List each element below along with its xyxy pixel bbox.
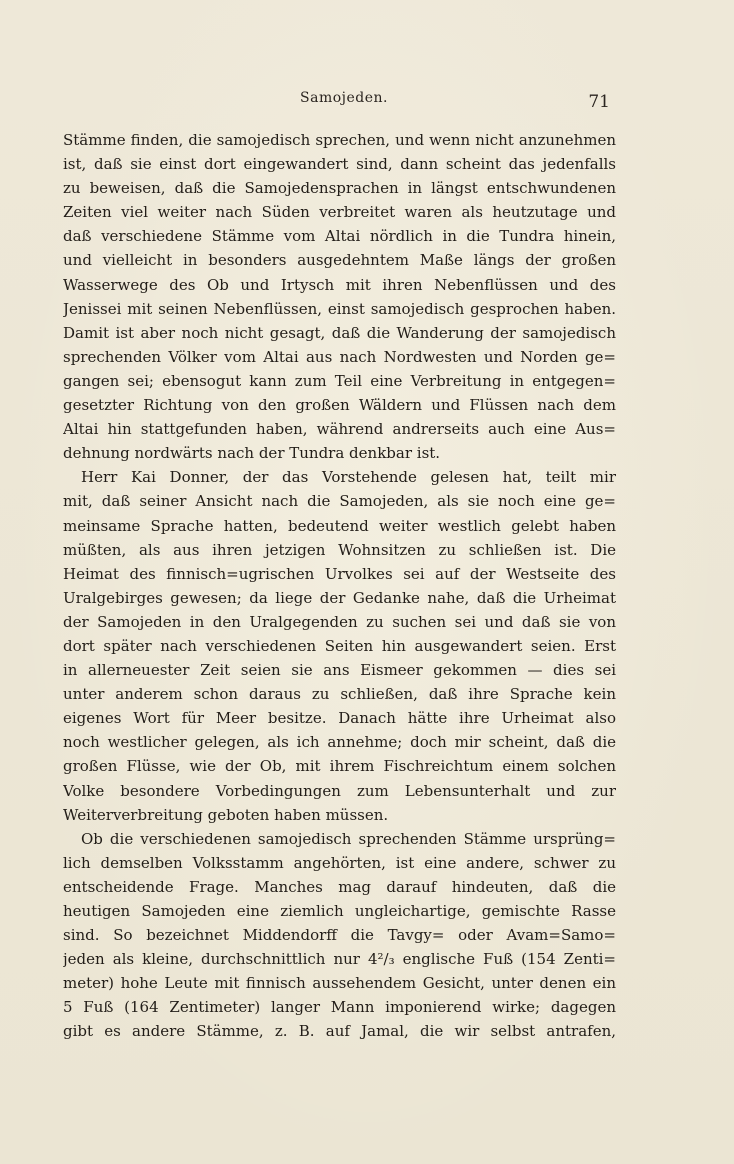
text-line: meter) hohe Leute mit finnisch aussehendem Gesicht, unter denen ein bbox=[63, 974, 616, 993]
text-line: Damit ist aber noch nicht gesagt, daß die Wanderung der samojedisch bbox=[63, 323, 616, 342]
text-line: unter anderem schon daraus zu schließen, daß ihre Sprache kein bbox=[63, 685, 616, 704]
text-line: müßten, als aus ihren jetzigen Wohnsitzen zu schließen ist. Die bbox=[63, 540, 616, 559]
text-line: noch westlicher gelegen, als ich annehme; doch mir scheint, daß die bbox=[63, 733, 616, 752]
text-line: gibt es andere Stämme, z. B. auf Jamal, die wir selbst antrafen, bbox=[63, 1022, 616, 1041]
text-line: der Samojeden in den Uralgegenden zu suchen sei und daß sie von bbox=[63, 612, 616, 631]
text-line: entscheidende Frage. Manches mag darauf hindeuten, daß die bbox=[63, 877, 616, 896]
running-head: Samojeden. bbox=[300, 90, 388, 106]
text-line: 5 Fuß (164 Zentimeter) langer Mann imponierend wirke; dagegen bbox=[63, 998, 616, 1017]
text-line: zu beweisen, daß die Samojedensprachen in längst entschwundenen bbox=[63, 179, 616, 198]
text-line: eigenes Wort für Meer besitze. Danach hätte ihre Urheimat also bbox=[63, 709, 616, 728]
paragraph-end-line: Weiterverbreitung geboten haben müssen. bbox=[63, 805, 389, 824]
text-line: ist, daß sie einst dort eingewandert sind, dann scheint das jedenfalls bbox=[63, 155, 616, 174]
text-line: jeden als kleine, durchschnittlich nur 4²/₃ englische Fuß (154 Zenti= bbox=[63, 950, 616, 969]
text-line: daß verschiedene Stämme vom Altai nördlich in die Tundra hinein, bbox=[63, 227, 616, 246]
text-line: gesetzter Richtung von den großen Wäldern und Flüssen nach dem bbox=[63, 396, 616, 415]
text-line: Volke besondere Vorbedingungen zum Lebensunterhalt und zur bbox=[63, 781, 616, 800]
text-line: dort später nach verschiedenen Seiten hin ausgewandert seien. Erst bbox=[63, 636, 616, 655]
text-line: sind. So bezeichnet Middendorff die Tavgy= oder Avam=Samo= bbox=[63, 926, 616, 945]
text-line: Stämme finden, die samojedisch sprechen, und wenn nicht anzunehmen bbox=[63, 131, 616, 149]
text-line: Uralgebirges gewesen; da liege der Gedanke nahe, daß die Urheimat bbox=[63, 588, 616, 607]
paragraph-end-line: dehnung nordwärts nach der Tundra denkbar ist. bbox=[63, 444, 441, 463]
paragraph-start-line: Ob die verschiedenen samojedisch sprechenden Stämme ursprüng= bbox=[81, 829, 616, 848]
text-line: Wasserwege des Ob und Irtysch mit ihren Nebenflüssen und des bbox=[63, 275, 616, 294]
text-line: Zeiten viel weiter nach Süden verbreitet waren als heutzutage und bbox=[63, 203, 616, 222]
text-line: in allerneuester Zeit seien sie ans Eismeer gekommen — dies sei bbox=[63, 661, 616, 680]
page-number: 71 bbox=[588, 92, 610, 112]
text-line: sprechenden Völker vom Altai aus nach Nordwesten und Norden ge= bbox=[63, 347, 616, 366]
text-line: mit, daß seiner Ansicht nach die Samojeden, als sie noch eine ge= bbox=[63, 492, 616, 511]
text-line: gangen sei; ebensogut kann zum Teil eine Verbreitung in entgegen= bbox=[63, 371, 616, 390]
text-line: Jenissei mit seinen Nebenflüssen, einst samojedisch gesprochen haben. bbox=[63, 299, 616, 318]
text-line: lich demselben Volksstamm angehörten, ist eine andere, schwer zu bbox=[63, 853, 616, 872]
text-line: Altai hin stattgefunden haben, während andrerseits auch eine Aus= bbox=[63, 420, 616, 439]
text-line: Heimat des finnisch=ugrischen Urvolkes sei auf der Westseite des bbox=[63, 564, 616, 583]
text-line: großen Flüsse, wie der Ob, mit ihrem Fischreichtum einem solchen bbox=[63, 757, 616, 776]
body-text bbox=[63, 128, 616, 1044]
paragraph-start-line: Herr Kai Donner, der das Vorstehende gelesen hat, teilt mir bbox=[81, 468, 616, 487]
text-line: meinsame Sprache hatten, bedeutend weiter westlich gelebt haben bbox=[63, 516, 616, 535]
text-line: und vielleicht in besonders ausgedehntem Maße längs der großen bbox=[63, 251, 616, 270]
text-line: heutigen Samojeden eine ziemlich ungleichartige, gemischte Rasse bbox=[63, 902, 616, 920]
